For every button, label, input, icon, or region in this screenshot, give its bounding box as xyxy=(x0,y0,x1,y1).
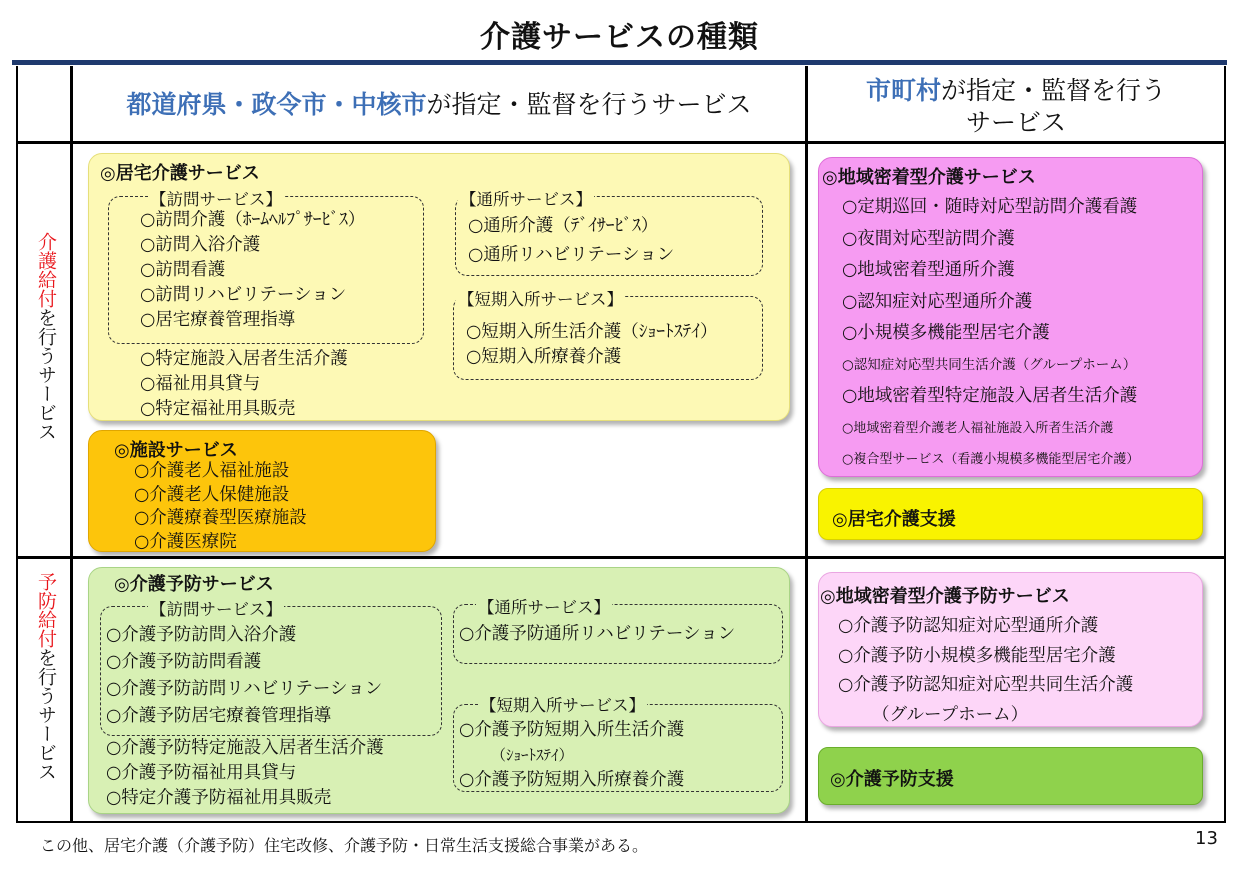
kyotaku-other-list xyxy=(140,347,348,422)
header-municipality xyxy=(808,75,1224,139)
list-item: ○介護予防訪問看護 xyxy=(106,652,262,672)
chiiki-yobo-heading: ◎地域密着型介護予防サービス xyxy=(820,586,1070,607)
kyotaku-houmon-list xyxy=(140,208,365,333)
yobo-houmon-label: 【訪問サービス】 xyxy=(148,596,284,620)
list-item: ○居宅療養管理指導 xyxy=(140,310,296,330)
list-item: ○小規模多機能型居宅介護 xyxy=(842,323,1050,343)
list-item: ○介護予防短期入所生活介護 xyxy=(459,720,685,740)
grid-line-side xyxy=(70,66,73,823)
list-item: ○特定福祉用具販売 xyxy=(140,399,296,419)
yobo-tsusho-list xyxy=(459,622,735,647)
list-item: ○介護予防居宅療養管理指導 xyxy=(106,706,332,726)
kyotaku-tsusho-label: 【通所サービス】 xyxy=(458,186,594,210)
list-item: ○介護療養型医療施設 xyxy=(134,508,307,528)
list-item: ○介護予防訪問入浴介護 xyxy=(106,625,297,645)
list-item: ○認知症対応型共同生活介護（グループホーム） xyxy=(842,356,1137,373)
list-item: ○定期巡回・随時対応型訪問介護看護 xyxy=(842,197,1138,217)
grid-line-header xyxy=(16,141,1226,144)
chiiki-heading: ◎地域密着型介護サービス xyxy=(822,167,1036,188)
shisetsu-heading: ◎施設サービス xyxy=(114,440,238,461)
yobo-other-list xyxy=(106,736,384,811)
header-prefecture xyxy=(73,89,805,121)
side-label-yobo-red: 予防給付 xyxy=(35,572,57,648)
grid-line-middle xyxy=(805,66,808,823)
list-item: ○地域密着型通所介護 xyxy=(842,260,1015,280)
list-item: ○介護医療院 xyxy=(134,531,237,552)
kyotaku-houmon-label: 【訪問サービス】 xyxy=(148,186,284,210)
list-item: ○介護予防小規模多機能型居宅介護 xyxy=(838,645,1116,666)
list-item: ○短期入所生活介護（ｼｮｰﾄｽﾃｲ） xyxy=(466,322,718,342)
kyotaku-tanki-label: 【短期入所サービス】 xyxy=(456,286,625,310)
list-item: ○介護予防認知症対応型通所介護 xyxy=(838,616,1099,636)
footer-note: この他、居宅介護（介護予防）住宅改修、介護予防・日常生活支援総合事業がある。 xyxy=(40,836,649,855)
page-title: 介護サービスの種類 xyxy=(480,20,759,55)
shisetsu-list xyxy=(134,460,307,554)
grid-line-right xyxy=(1224,66,1226,823)
kyotaku-tanki-list xyxy=(466,320,718,370)
header-municipality-rest: が指定・監督を行う xyxy=(941,76,1167,105)
list-item: ○夜間対応型訪問介護 xyxy=(842,228,1015,249)
kyotaku-shien-label: ◎居宅介護支援 xyxy=(832,509,956,530)
yobo-houmon-list xyxy=(106,622,382,730)
kyotaku-heading: ◎居宅介護サービス xyxy=(100,163,260,184)
list-item: ○介護予防特定施設入居者生活介護 xyxy=(106,738,384,758)
yobo-heading: ◎介護予防サービス xyxy=(114,574,274,595)
chiiki-yobo-list xyxy=(838,612,1133,730)
header-municipality-line2: サービス xyxy=(965,108,1066,137)
yobo-tsusho-label: 【通所サービス】 xyxy=(476,594,612,618)
side-label-kaigo-rest: を行うサービス xyxy=(35,308,57,441)
list-item: ○訪問看護 xyxy=(140,260,226,280)
list-item: （グループホーム） xyxy=(872,704,1029,725)
side-label-yobo-rest: を行うサービス xyxy=(35,648,57,781)
list-item: ○通所リハビリテーション xyxy=(468,245,675,265)
header-municipality-highlight: 市町村 xyxy=(865,76,941,105)
grid-line-left xyxy=(16,66,18,823)
side-label-yobo xyxy=(29,572,57,781)
list-item: ○複合型サービス（看護小規模多機能型居宅介護） xyxy=(842,452,1140,467)
chiiki-list xyxy=(842,192,1139,476)
list-item: ○介護予防認知症対応型共同生活介護 xyxy=(838,675,1134,695)
list-item: ○訪問介護（ﾎｰﾑﾍﾙﾌﾟｻｰﾋﾞｽ） xyxy=(140,210,366,230)
list-item: ○訪問入浴介護 xyxy=(140,235,261,255)
grid-line-bottom xyxy=(16,821,1226,823)
side-label-kaigo xyxy=(29,232,57,441)
side-label-kaigo-red: 介護給付 xyxy=(35,232,57,308)
list-item: ○特定施設入居者生活介護 xyxy=(140,349,348,369)
list-item: ○介護予防短期入所療養介護 xyxy=(459,770,685,790)
list-item: ○地域密着型特定施設入居者生活介護 xyxy=(842,386,1138,406)
list-item: ○介護老人保健施設 xyxy=(134,484,290,505)
list-item: ○特定介護予防福祉用具販売 xyxy=(106,788,332,808)
title-underline xyxy=(12,60,1227,65)
list-item: ○介護予防通所リハビリテーション xyxy=(459,624,736,644)
list-item: ○訪問リハビリテーション xyxy=(140,285,347,305)
grid-line-row xyxy=(16,556,1226,559)
kyotaku-tsusho-list xyxy=(468,212,674,270)
yobo-tanki-list xyxy=(459,718,684,793)
list-item: ○短期入所療養介護 xyxy=(466,347,622,367)
list-item: ○地域密着型介護老人福祉施設入所者生活介護 xyxy=(842,420,1114,436)
list-item: ○介護予防訪問リハビリテーション xyxy=(106,679,383,699)
header-prefecture-highlight: 都道府県・政令市・中核市 xyxy=(126,90,427,119)
page-number: 13 xyxy=(1195,828,1218,849)
list-item: ○認知症対応型通所介護 xyxy=(842,291,1033,312)
header-prefecture-rest: が指定・監督を行うサービス xyxy=(426,90,752,119)
yobo-tanki-label: 【短期入所サービス】 xyxy=(478,692,647,716)
list-item: ○介護予防福祉用具貸与 xyxy=(106,763,297,783)
list-item: ○通所介護（ﾃﾞｲｻｰﾋﾞｽ） xyxy=(468,216,659,236)
yobo-shien-label: ◎介護予防支援 xyxy=(830,769,954,790)
list-item: （ｼｮｰﾄｽﾃｲ） xyxy=(491,746,574,764)
list-item: ○介護老人福祉施設 xyxy=(134,461,290,481)
list-item: ○福祉用具貸与 xyxy=(140,374,261,394)
